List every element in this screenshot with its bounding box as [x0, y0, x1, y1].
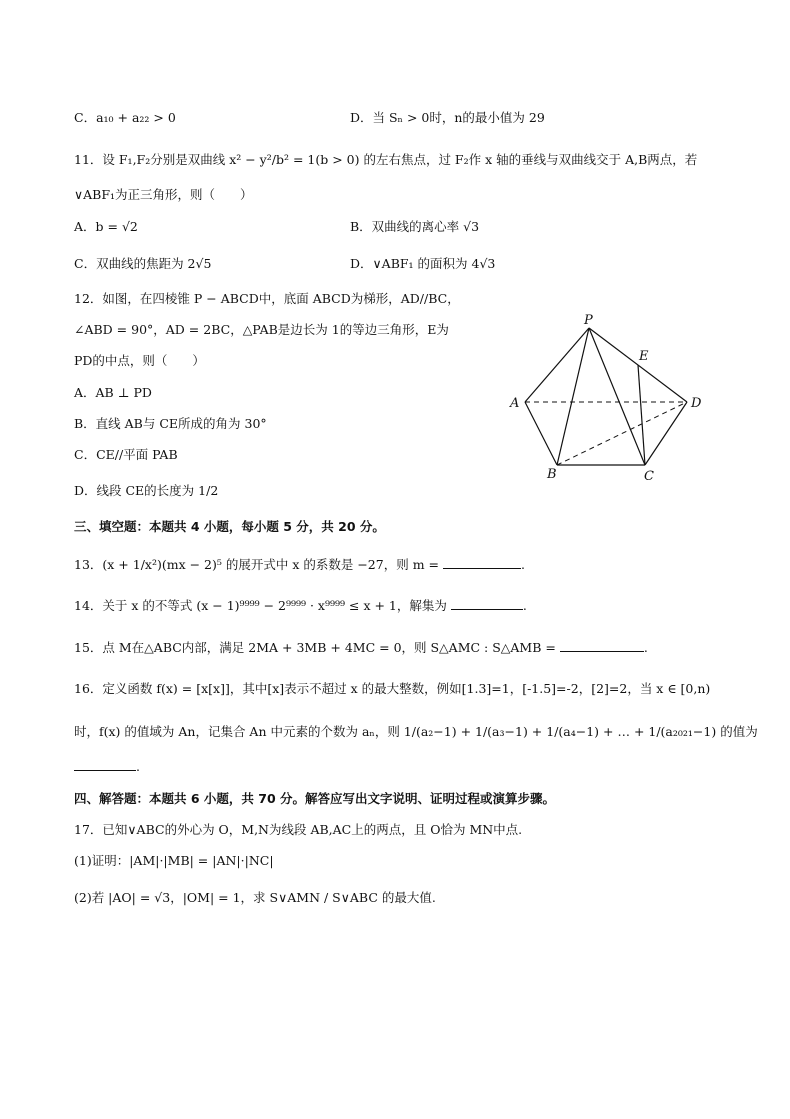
- q16-answer-blank[interactable]: [74, 758, 136, 771]
- label-d: D: [691, 396, 702, 411]
- q11-option-a: A．b = √2: [74, 219, 138, 234]
- q10-option-c: C．a₁₀ + a₂₂ > 0: [74, 110, 176, 125]
- q17-part2: (2)若 |AO| = √3，|OM| = 1，求 S∨AMN / S∨ABC 的最大值.: [74, 890, 436, 905]
- q12-stem-line3: PD的中点，则（ ）: [74, 353, 205, 368]
- q15-text: 15．点 M在△ABC内部，满足 2MA + 3MB + 4MC = 0，则 S△AMC : S△AMB =: [74, 640, 556, 655]
- edge-bd-hidden: [557, 402, 687, 465]
- q17-part1: (1)证明：|AM|·|MB| = |AN|·|NC|: [74, 853, 274, 868]
- q11-stem-line2: ∨ABF₁为正三角形，则（ ）: [74, 187, 253, 202]
- q12-stem-line2: ∠ABD = 90°，AD = 2BC，△PAB是边长为 1的等边三角形，E为: [74, 322, 449, 337]
- q15-line: [74, 638, 648, 658]
- q16-line3: [74, 757, 140, 777]
- edge-pa: [525, 328, 589, 402]
- q10-option-d: D．当 Sₙ > 0时，n的最小值为 29: [350, 110, 545, 125]
- q15-answer-blank[interactable]: [560, 639, 644, 652]
- q12-option-c: C．CE//平面 PAB: [74, 447, 178, 462]
- edge-ab: [525, 402, 557, 465]
- label-c: C: [644, 469, 654, 484]
- label-e: E: [639, 349, 649, 364]
- q12-stem-line1: 12．如图，在四棱锥 P − ABCD中，底面 ABCD为梯形，AD//BC，: [74, 291, 460, 306]
- label-p: P: [584, 313, 593, 328]
- q11-stem-line1: 11．设 F₁,F₂分别是双曲线 x² − y²/b² = 1(b > 0) 的左右焦点，过 F₂作 x 轴的垂线与双曲线交于 A,B两点，若: [74, 152, 698, 167]
- q16-stem-line2: 时，f(x) 的值域为 An，记集合 An 中元素的个数为 aₙ，则 1/(a₂−1) + 1/(a₃−1) + 1/(a₄−1) + … + 1/(a₂₀₂₁−1) 的值为: [74, 724, 758, 739]
- edge-pb: [557, 328, 589, 465]
- q14-period: .: [522, 598, 527, 613]
- q14-answer-blank[interactable]: [451, 597, 523, 610]
- edge-cd: [645, 402, 687, 465]
- section-4-heading: 四、解答题：本题共 6 小题，共 70 分。解答应写出文字说明、证明过程或演算步骤。: [74, 791, 556, 806]
- q14-line: [74, 596, 527, 616]
- q13-period: .: [520, 557, 525, 572]
- q11-option-d: D．∨ABF₁ 的面积为 4√3: [350, 256, 496, 271]
- q13-text: 13．(x + 1/x²)(mx − 2)⁵ 的展开式中 x 的系数是 −27，则 m =: [74, 557, 439, 572]
- q15-period: .: [643, 640, 648, 655]
- q16-period: .: [136, 759, 140, 774]
- label-b: B: [547, 467, 557, 482]
- q12-option-b: B．直线 AB与 CE所成的角为 30°: [74, 416, 267, 431]
- pyramid-figure: [505, 310, 715, 485]
- section-3-heading: 三、填空题：本题共 4 小题，每小题 5 分，共 20 分。: [74, 519, 385, 534]
- q12-option-a: A．AB ⊥ PD: [74, 385, 152, 400]
- q11-option-c: C．双曲线的焦距为 2√5: [74, 256, 212, 271]
- q17-stem: 17．已知∨ABC的外心为 O，M,N为线段 AB,AC上的两点，且 O恰为 MN中点.: [74, 822, 523, 837]
- q12-option-d: D．线段 CE的长度为 1/2: [74, 483, 219, 498]
- q13-line: [74, 555, 525, 575]
- label-a: A: [510, 396, 520, 411]
- q13-answer-blank[interactable]: [443, 556, 521, 569]
- q11-option-b: B．双曲线的离心率 √3: [350, 219, 480, 234]
- q16-stem-line1: 16．定义函数 f(x) = [x[x]]，其中[x]表示不超过 x 的最大整数，例如[1.3]=1，[-1.5]=-2，[2]=2，当 x ∈ [0,n): [74, 681, 711, 696]
- q14-text: 14．关于 x 的不等式 (x − 1)⁹⁹⁹⁹ − 2⁹⁹⁹⁹ · x⁹⁹⁹⁹ ≤ x + 1，解集为: [74, 598, 447, 613]
